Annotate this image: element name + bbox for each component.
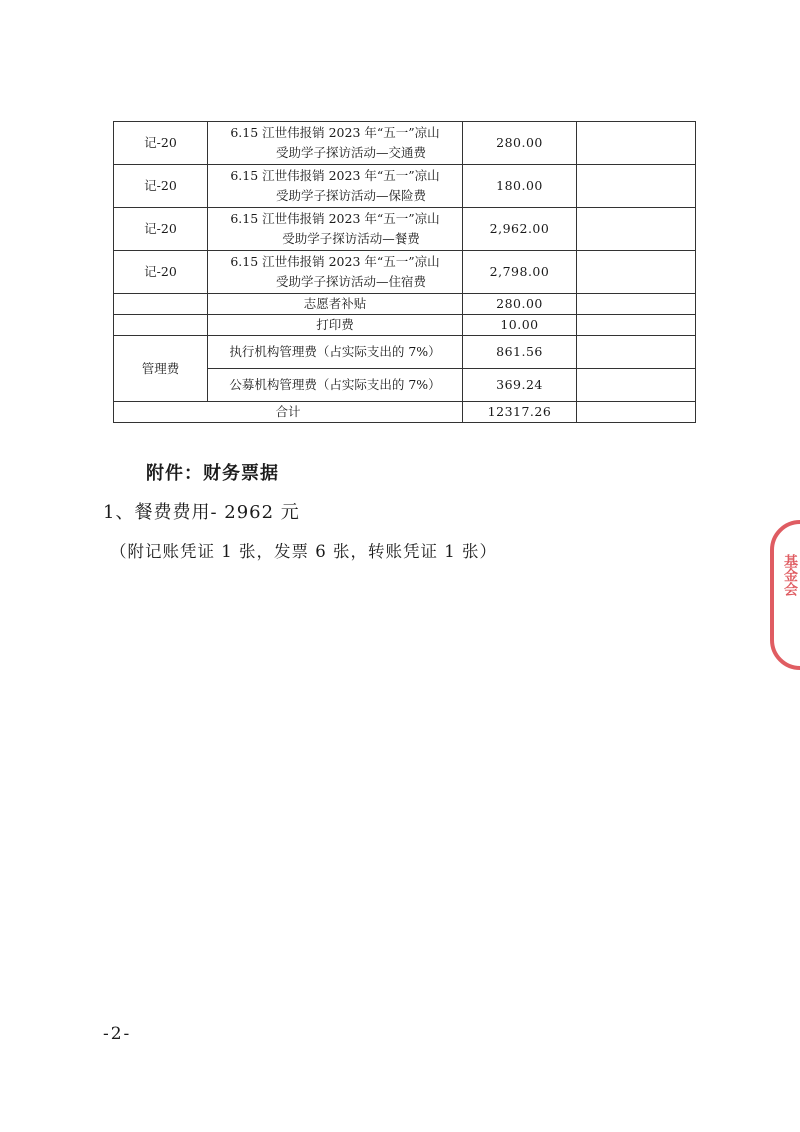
voucher-cell: 记-20: [114, 251, 208, 294]
total-amount: 12317.26: [463, 402, 577, 423]
amount-cell: 2,798.00: [463, 251, 577, 294]
public-management-label: 公募机构管理费（占实际支出的 7%）: [208, 369, 463, 402]
amount-cell: 280.00: [463, 122, 577, 165]
printing-amount: 10.00: [463, 315, 577, 336]
empty-cell: [577, 336, 696, 369]
description-line: 受助学子探访活动—保险费: [275, 188, 426, 203]
management-label: 管理费: [114, 336, 208, 402]
page-number: -2-: [103, 1024, 132, 1044]
note-cell: [577, 165, 696, 208]
amount-cell: 2,962.00: [463, 208, 577, 251]
total-row: [114, 402, 696, 423]
voucher-cell: 记-20: [114, 208, 208, 251]
empty-cell: [114, 315, 208, 336]
attachment-note: （附记账凭证 1 张，发票 6 张，转账凭证 1 张）: [110, 542, 497, 561]
amount-cell: 180.00: [463, 165, 577, 208]
description-cell: [208, 208, 463, 251]
empty-cell: [577, 315, 696, 336]
note-cell: [577, 122, 696, 165]
description-cell: [208, 122, 463, 165]
exec-management-amount: 861.56: [463, 336, 577, 369]
description-line: 6.15 江世伟报销 2023 年“五一”凉山: [230, 211, 440, 226]
table-row: [114, 165, 696, 208]
voucher-cell: 记-20: [114, 122, 208, 165]
description-line: 6.15 江世伟报销 2023 年“五一”凉山: [230, 168, 440, 183]
printing-label: 打印费: [208, 315, 463, 336]
description-line: 受助学子探访活动—交通费: [275, 145, 426, 160]
red-seal-stamp: [770, 520, 800, 670]
empty-cell: [577, 294, 696, 315]
empty-cell: [577, 369, 696, 402]
description-cell: [208, 251, 463, 294]
expense-ledger-table: [113, 121, 696, 423]
description-line: 受助学子探访活动—餐费: [282, 231, 420, 246]
table-row: [114, 122, 696, 165]
management-row-exec: [114, 336, 696, 369]
voucher-cell: 记-20: [114, 165, 208, 208]
empty-cell: [114, 294, 208, 315]
table-row: [114, 251, 696, 294]
description-line: 6.15 江世伟报销 2023 年“五一”凉山: [230, 254, 440, 269]
volunteer-amount: 280.00: [463, 294, 577, 315]
volunteer-label: 志愿者补贴: [208, 294, 463, 315]
printing-row: [114, 315, 696, 336]
note-cell: [577, 251, 696, 294]
total-label: 合计: [114, 402, 463, 423]
empty-cell: [577, 402, 696, 423]
exec-management-label: 执行机构管理费（占实际支出的 7%）: [208, 336, 463, 369]
stamp-text: 基金会: [782, 554, 798, 596]
attachment-heading: 附件：财务票据: [146, 463, 279, 484]
table-row: [114, 208, 696, 251]
description-line: 受助学子探访活动—住宿费: [275, 274, 426, 289]
attachment-item: 1、餐费费用- 2962 元: [103, 502, 300, 523]
description-cell: [208, 165, 463, 208]
description-line: 6.15 江世伟报销 2023 年“五一”凉山: [230, 125, 440, 140]
volunteer-row: [114, 294, 696, 315]
note-cell: [577, 208, 696, 251]
public-management-amount: 369.24: [463, 369, 577, 402]
